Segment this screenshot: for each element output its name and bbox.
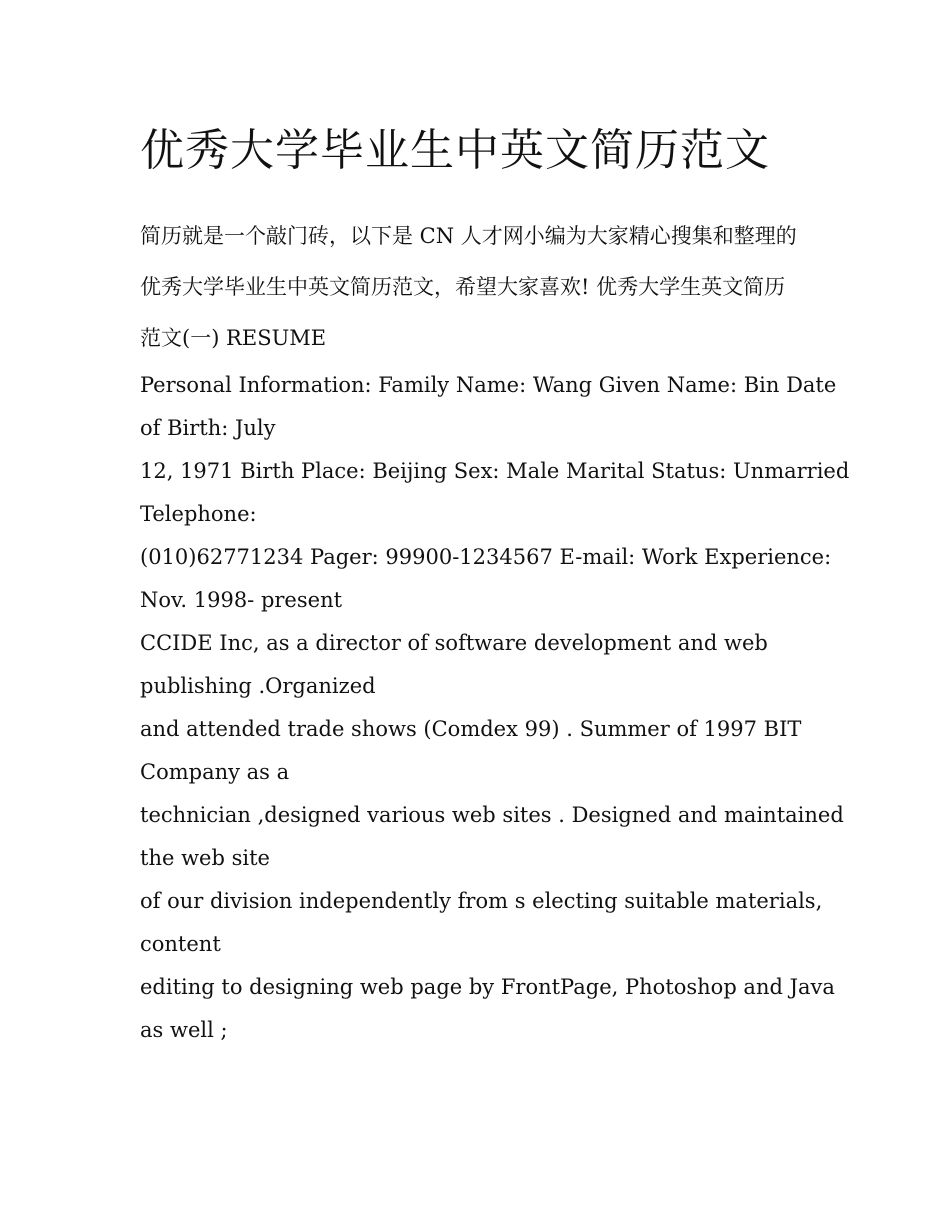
resume-body xyxy=(140,364,850,1052)
text-line: Telephone: xyxy=(140,502,257,526)
text-line: of Birth: July xyxy=(140,416,276,440)
document-page xyxy=(140,112,850,1052)
text-line: Company as a xyxy=(140,760,290,784)
text-line: technician ,designed various web sites . Designed and maintained xyxy=(140,803,844,827)
text-line: and attended trade shows (Comdex 99) . Summer of 1997 BIT xyxy=(140,717,802,741)
text-line: as well ; xyxy=(140,1018,228,1042)
text-line: 12, 1971 Birth Place: Beijing Sex: Male Marital Status: Unmarried xyxy=(140,459,850,483)
text-line: content xyxy=(140,932,221,956)
text-line: the web site xyxy=(140,846,270,870)
text-line: Personal Information: Family Name: Wang Given Name: Bin Date xyxy=(140,373,837,397)
text-line: (010)62771234 Pager: 99900-1234567 E-mail: Work Experience: xyxy=(140,545,832,569)
text-line: Nov. 1998- present xyxy=(140,588,343,612)
text-line: editing to designing web page by FrontPage, Photoshop and Java xyxy=(140,975,835,999)
intro-paragraph: 简历就是一个敲门砖，以下是 CN 人才网小编为大家精心搜集和整理的优秀大学毕业生中英文简历范文，希望大家喜欢! 优秀大学生英文简历范文(一) RESUME xyxy=(140,224,797,350)
document-title: 优秀大学毕业生中英文简历范文 xyxy=(140,125,770,176)
text-line: of our division independently from s electing suitable materials, xyxy=(140,889,823,913)
text-line: publishing .Organized xyxy=(140,674,376,698)
text-line: CCIDE Inc, as a director of software development and web xyxy=(140,631,768,655)
